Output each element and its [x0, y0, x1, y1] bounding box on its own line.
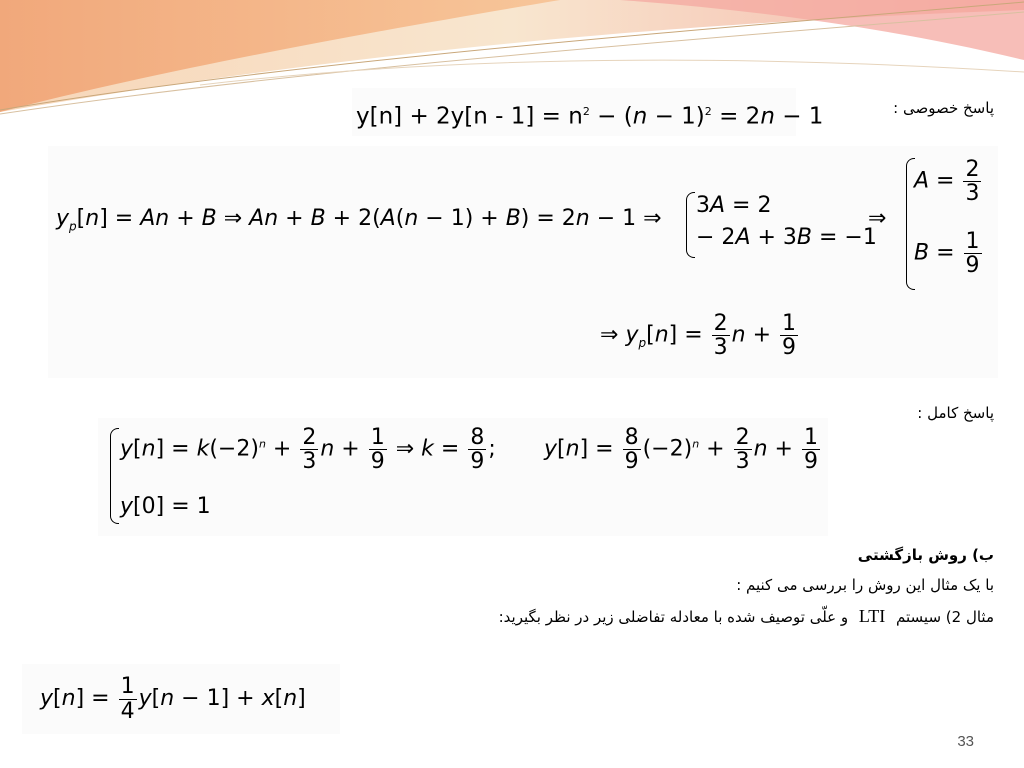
- example2-suffix: و علّی توصیف شده با معادله تفاضلی زیر در نظر بگیرید:: [498, 608, 849, 626]
- page-number: 33: [957, 733, 974, 750]
- lti-term: LTI: [858, 606, 886, 626]
- section-title: ب) روش بازگشتی: [857, 546, 994, 564]
- example2-prefix: مثال 2) سیستم: [896, 608, 994, 626]
- example2-line: [499, 606, 994, 627]
- heading-complete: پاسخ کامل :: [917, 404, 994, 422]
- example-intro-line: با یک مثال این روش را بررسی می کنیم :: [736, 576, 994, 594]
- equation-recursive: y[n] = $\frac{1}{4}$ y[n − 1] + x[n]: [22, 664, 340, 734]
- equation-particular: $y[n] + 2y[n - 1] = n^2 - (n - 1)^2 = 2n - 1$: [352, 88, 796, 136]
- equation-solution-block: $y_p[n] = An + B$ ⇒ An + B + 2(A(n − 1) + B) = 2n − 1 ⇒ 3A = 2 − 2A + 3B = −1 ⇒ A = $\frac{2}{3}$ B = $\frac{1}{9}$ ⇒ $y_p[n]$ = $\frac{2}{3}$ n + $\frac{1}{9}$: [48, 146, 998, 378]
- equation-complete-block: $y[n] = k(-2)^n$ + $\frac{2}{3}$ n + $\frac{1}{9}$ ⇒ k = $\frac{8}{9}$ ; y[n] = $\frac{8}{9}$ $(-2)^n$ + $\frac{2}{3}$ n + $\frac{1}{9}$ y[0] = 1: [98, 418, 828, 536]
- heading-particular: پاسخ خصوصی :: [893, 99, 994, 117]
